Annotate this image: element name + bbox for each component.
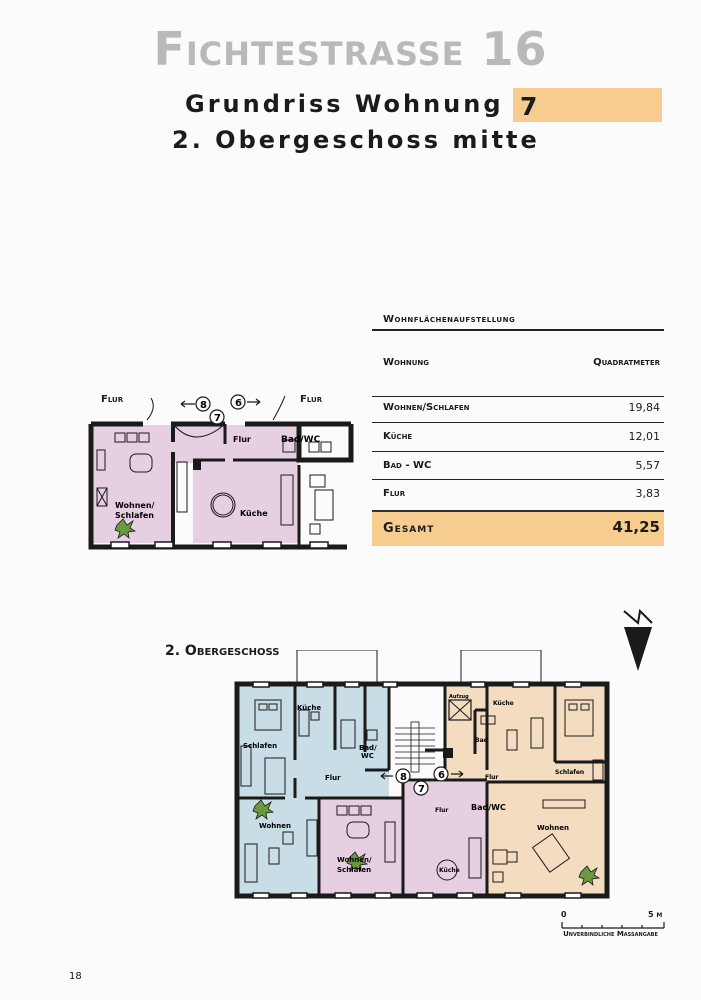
area-row-value: 3,83 [635, 487, 660, 500]
label-kueche: Küche [240, 509, 268, 518]
label-wc-left: WC [361, 752, 374, 760]
area-total-value: 41,25 [612, 518, 660, 536]
scale-note: Unverbindliche Massangabe [563, 930, 658, 938]
scale-end: 5 m [648, 910, 663, 919]
label-flur-right: Flur [485, 774, 499, 781]
label-wohnen-mid: Wohnen/ [337, 856, 372, 864]
subtitle-line-1: Grundriss Wohnung [185, 90, 504, 118]
marker-8: 8 [200, 400, 207, 411]
room-flur-fill [173, 425, 225, 463]
label-flur-left: Flur [101, 394, 124, 405]
page-title: Fichtestrasse 16 [153, 22, 548, 76]
label-flur-right: Flur [300, 394, 323, 405]
area-table-rule [372, 422, 664, 423]
room-kueche-fill [193, 460, 299, 543]
marker-6: 6 [235, 398, 242, 409]
area-table-rule [372, 479, 664, 480]
marker-6: 6 [438, 770, 445, 781]
floor-plan [225, 650, 620, 910]
area-row-label: Bad - WC [383, 460, 432, 471]
unit-floor-plan [85, 380, 365, 565]
area-row-value: 19,84 [628, 401, 660, 414]
area-table-header-unit: Wohnung [383, 357, 429, 368]
label-schlafen-mid: Schlafen [337, 866, 372, 874]
area-table-rule [372, 451, 664, 452]
label-kueche-left: Küche [297, 704, 322, 712]
balcony-right [461, 650, 541, 682]
marker-7: 7 [214, 413, 221, 424]
label-schlafen-left: Schlafen [243, 742, 278, 750]
area-table-top-rule [372, 329, 664, 331]
area-table-title: Wohnflächenaufstellung [383, 314, 516, 325]
label-flur-mid: Flur [435, 807, 449, 814]
label-bad-left: Bad/ [359, 744, 377, 752]
area-table-rule [372, 396, 664, 397]
label-wohnen-left: Wohnen [259, 822, 291, 830]
label-kueche-mid: Küche [439, 867, 460, 874]
label-wohnen: Wohnen/ [115, 501, 155, 510]
area-table-header-sqm: Quadratmeter [593, 357, 660, 368]
area-row-label: Küche [383, 431, 413, 442]
area-row-label: Flur [383, 488, 406, 499]
scale-start: 0 [561, 910, 567, 919]
north-arrow-icon [618, 605, 658, 675]
unit-number: 7 [520, 92, 538, 121]
scale-bar [560, 918, 670, 930]
label-schlafen-right: Schlafen [555, 769, 585, 776]
marker-8: 8 [400, 772, 407, 783]
area-row-value: 5,57 [635, 459, 660, 472]
label-flur-left: Flur [325, 774, 341, 782]
balcony-left [297, 650, 377, 682]
label-wohnen-right: Wohnen [537, 824, 569, 832]
label-badwc-mid: Bad/WC [471, 803, 506, 812]
label-bad-right: Bad [475, 737, 488, 744]
room-wohnen-fill [93, 425, 173, 543]
label-aufzug: Aufzug [449, 694, 469, 700]
floor-plan-title: 2. Obergeschoss [165, 643, 280, 659]
page-number: 18 [69, 971, 82, 982]
column [193, 460, 201, 470]
subtitle-line-2: 2. Obergeschoss mitte [172, 126, 540, 154]
area-row-label: Wohnen/Schlafen [383, 402, 470, 413]
label-kueche-right: Küche [493, 700, 514, 707]
area-total-label: Gesamt [383, 521, 435, 536]
area-row-value: 12,01 [628, 430, 660, 443]
label-flur: Flur [233, 435, 251, 444]
label-schlafen: Schlafen [115, 511, 154, 520]
label-bad: Bad/WC [281, 435, 321, 445]
marker-7: 7 [418, 784, 425, 795]
direction-arrow-icon [181, 399, 260, 407]
